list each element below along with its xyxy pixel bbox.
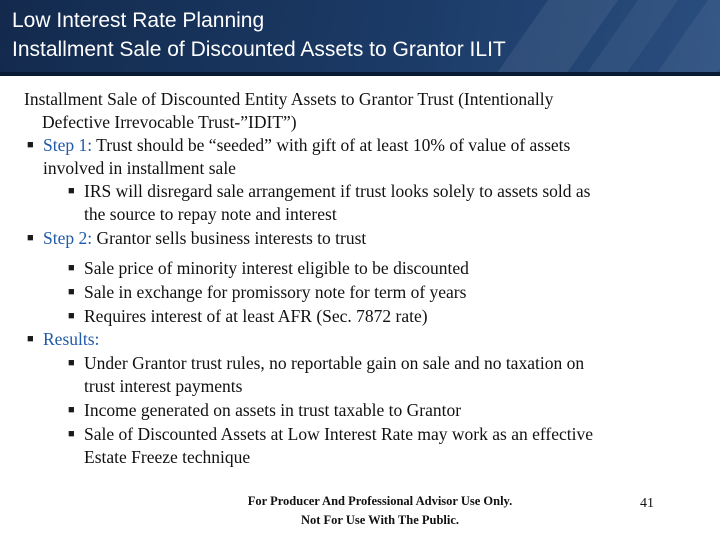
bullet-square-icon: ■ [68, 310, 75, 322]
results-sub3-line2: Estate Freeze technique [84, 447, 251, 467]
step2-text: Grantor sells business interests to trust [92, 228, 367, 248]
intro-text-line1: Installment Sale of Discounted Entity Assets to Grantor Trust (Intentionally [24, 89, 554, 109]
results-sub1-line1: Under Grantor trust rules, no reportable gain on sale and no taxation on [84, 353, 585, 373]
disclaimer-line2: Not For Use With The Public. [300, 513, 460, 527]
step1-text: Trust should be “seeded” with gift of at least 10% of value of assets [92, 135, 571, 155]
bullet-square-icon: ■ [27, 139, 34, 151]
bullet-square-icon: ■ [68, 357, 75, 369]
results-sub3-line1: Sale of Discounted Assets at Low Interest Rate may work as an effective [84, 424, 593, 444]
bullet-square-icon: ■ [68, 428, 75, 440]
intro-text-line2: Defective Irrevocable Trust-”IDIT”) [42, 112, 297, 132]
results-label: Results: [43, 329, 100, 349]
step1-line2: involved in installment sale [43, 158, 236, 178]
step1-label: Step 1: [43, 135, 93, 155]
results-sub1-line2: trust interest payments [84, 376, 243, 396]
results-sub2: Income generated on assets in trust taxable to Grantor [84, 400, 462, 420]
step1-line1 [43, 134, 570, 157]
title-bar [0, 0, 720, 72]
step2-label: Step 2: [43, 228, 93, 248]
bullet-square-icon: ■ [68, 404, 75, 416]
step2-sub1: Sale price of minority interest eligible to be discounted [84, 258, 469, 278]
bullet-square-icon: ■ [68, 262, 75, 274]
bullet-square-icon: ■ [27, 333, 34, 345]
disclaimer-line1: For Producer And Professional Advisor Use Only. [247, 494, 513, 508]
step2-line [43, 227, 366, 250]
bullet-square-icon: ■ [68, 185, 75, 197]
disclaimer-footer [200, 492, 560, 530]
step2-sub3: Requires interest of at least AFR (Sec. 7872 rate) [84, 306, 428, 326]
bullet-square-icon: ■ [68, 286, 75, 298]
slide-subtitle: Installment Sale of Discounted Assets to Grantor ILIT [12, 38, 506, 61]
step2-sub2: Sale in exchange for promissory note for term of years [84, 282, 467, 302]
bullet-square-icon: ■ [27, 232, 34, 244]
header-divider [0, 72, 720, 76]
page-number: 41 [640, 496, 654, 511]
slide-title: Low Interest Rate Planning [12, 9, 265, 32]
step1-sub1-line1: IRS will disregard sale arrangement if trust looks solely to assets sold as [84, 181, 591, 201]
step1-sub1-line2: the source to repay note and interest [84, 204, 337, 224]
